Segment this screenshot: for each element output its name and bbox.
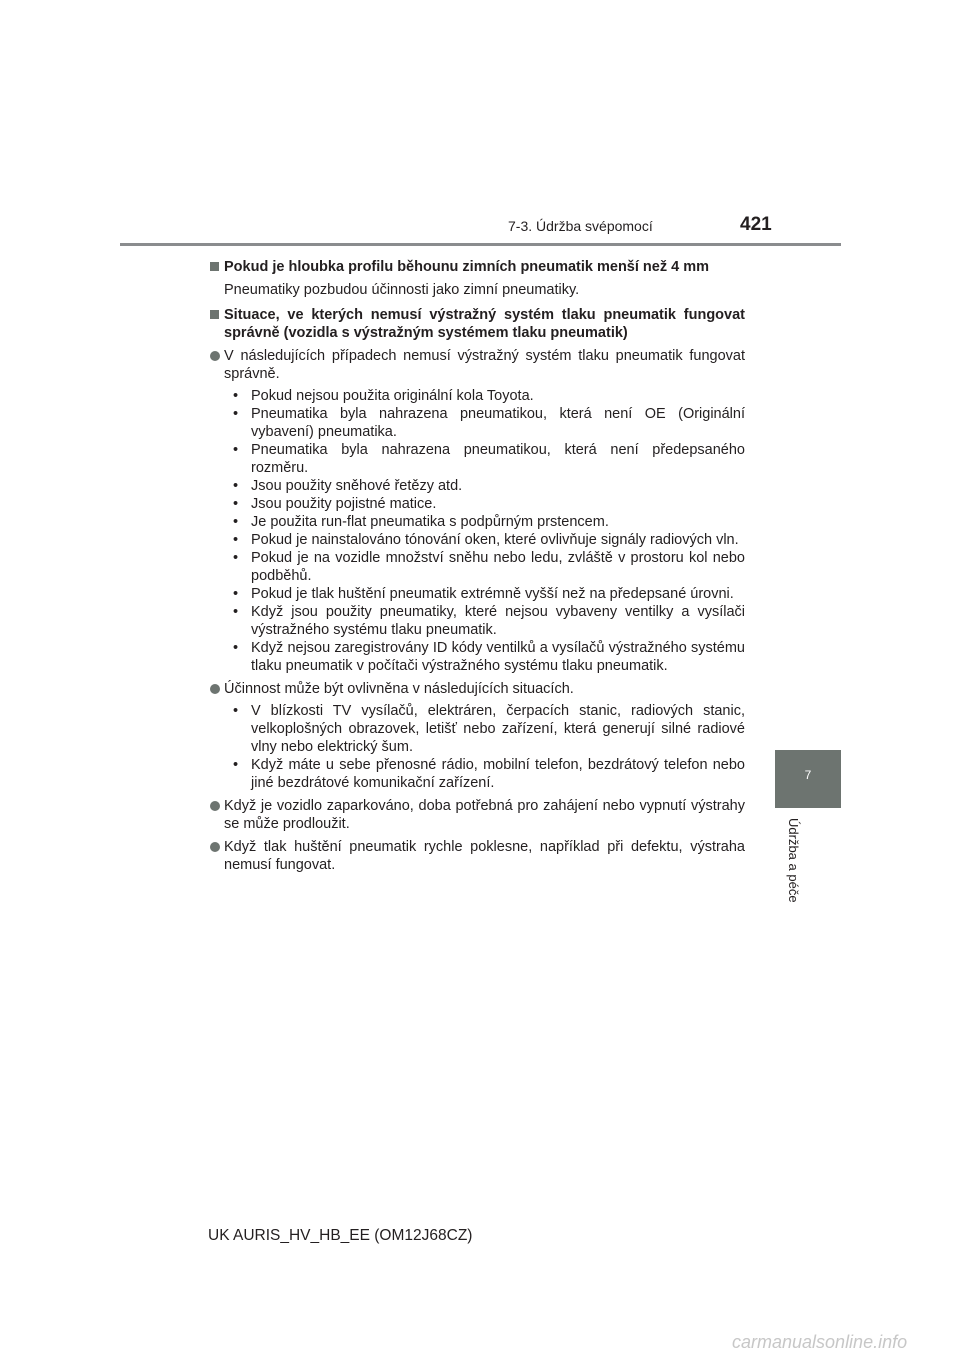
circle-bullet-icon [210,351,220,361]
bullet-text: Pneumatika byla nahrazena pneumatikou, která není předepsaného rozměru. [251,442,745,476]
bullet-text: Pokud je na vozidle množství sněhu nebo ledu, zvláště v prostoru kol nebo podběhů. [251,550,745,584]
list-item-text: V následujících případech nemusí výstražný systém tlaku pneumatik fungovat správně. [224,348,745,382]
dot-bullet-icon: • [233,703,239,719]
dot-bullet-icon: • [233,640,239,656]
bullet-item [208,531,745,549]
bullet-text: Pokud je tlak huštění pneumatik extrémně vyšší než na předepsané úrovni. [251,586,734,602]
section-heading-text: Pokud je hloubka profilu běhounu zimních pneumatik menší než 4 mm [224,259,709,275]
header-divider [120,243,841,246]
bullet-item [208,756,745,792]
paragraph: Pneumatiky pozbudou účinnosti jako zimní pneumatiky. [224,282,580,298]
dot-bullet-icon: • [233,406,239,422]
section-heading [208,306,745,342]
list-item [208,797,745,833]
bullet-text: Jsou použity pojistné matice. [251,496,437,512]
section-heading-text: Situace, ve kterých nemusí výstražný systém tlaku pneumatik fungovat správně (vozidla s výstražným systémem tlaku pneumatik) [224,307,745,341]
chapter-tab-title: Údržba a péče [786,818,801,903]
chapter-tab-number: 7 [804,768,812,782]
dot-bullet-icon: • [233,496,239,512]
dot-bullet-icon: • [233,388,239,404]
list-item-text: Když je vozidlo zaparkováno, doba potřebná pro zahájení nebo vypnutí výstrahy se může prodloužit. [224,798,745,832]
document-code: UK AURIS_HV_HB_EE (OM12J68CZ) [208,1227,473,1244]
list-item-text: Když tlak huštění pneumatik rychle poklesne, například při defektu, výstraha nemusí fungovat. [224,839,745,873]
bullet-item [208,495,745,513]
square-bullet-icon [210,310,219,319]
section-title: 7-3. Údržba svépomocí [508,218,653,234]
bullet-text: Je použita run-flat pneumatika s podpůrným prstencem. [251,514,609,530]
bullet-text: Pneumatika byla nahrazena pneumatikou, která není OE (Originální vybavení) pneumatika. [251,406,745,440]
bullet-text: Jsou použity sněhové řetězy atd. [251,478,463,494]
list-item [208,347,745,383]
dot-bullet-icon: • [233,514,239,530]
circle-bullet-icon [210,842,220,852]
bullet-text: Když jsou použity pneumatiky, které nejsou vybaveny ventilky a vysílači výstražného systému tlaku pneumatik. [251,604,745,638]
page-number: 421 [740,214,772,235]
bullet-item [208,441,745,477]
bullet-item [208,477,745,495]
bullet-list [208,702,745,792]
dot-bullet-icon: • [233,532,239,548]
bullet-item [208,513,745,531]
square-bullet-icon [210,262,219,271]
circle-bullet-icon [210,684,220,694]
bullet-item [208,387,745,405]
page-content [208,254,745,874]
section-heading [208,258,745,276]
bullet-item [208,603,745,639]
bullet-item [208,585,745,603]
bullet-text: Když nejsou zaregistrovány ID kódy ventilků a vysílačů výstražného systému tlaku pneumatik v počítači výstražného systému tlaku pneumatik. [251,640,745,674]
bullet-item [208,639,745,675]
dot-bullet-icon: • [233,757,239,773]
bullet-text: Pokud je nainstalováno tónování oken, které ovlivňuje signály radiových vln. [251,532,739,548]
bullet-item [208,549,745,585]
watermark: carmanualsonline.info [732,1332,908,1352]
bullet-text: V blízkosti TV vysílačů, elektráren, čerpacích stanic, radiových stanic, velkoplošných obrazovek, letišť nebo zařízení, která generují silné radiové vlny nebo elektrický šum. [251,703,745,755]
bullet-text: Pokud nejsou použita originální kola Toyota. [251,388,534,404]
dot-bullet-icon: • [233,442,239,458]
bullet-item [208,702,745,756]
list-item [208,680,745,698]
bullet-item [208,405,745,441]
dot-bullet-icon: • [233,586,239,602]
dot-bullet-icon: • [233,550,239,566]
list-item-text: Účinnost může být ovlivněna v následujících situacích. [224,681,574,697]
dot-bullet-icon: • [233,478,239,494]
list-item [208,838,745,874]
bullet-list [208,387,745,675]
circle-bullet-icon [210,801,220,811]
dot-bullet-icon: • [233,604,239,620]
bullet-text: Když máte u sebe přenosné rádio, mobilní telefon, bezdrátový telefon nebo jiné bezdrátové komunikační zařízení. [251,757,745,791]
